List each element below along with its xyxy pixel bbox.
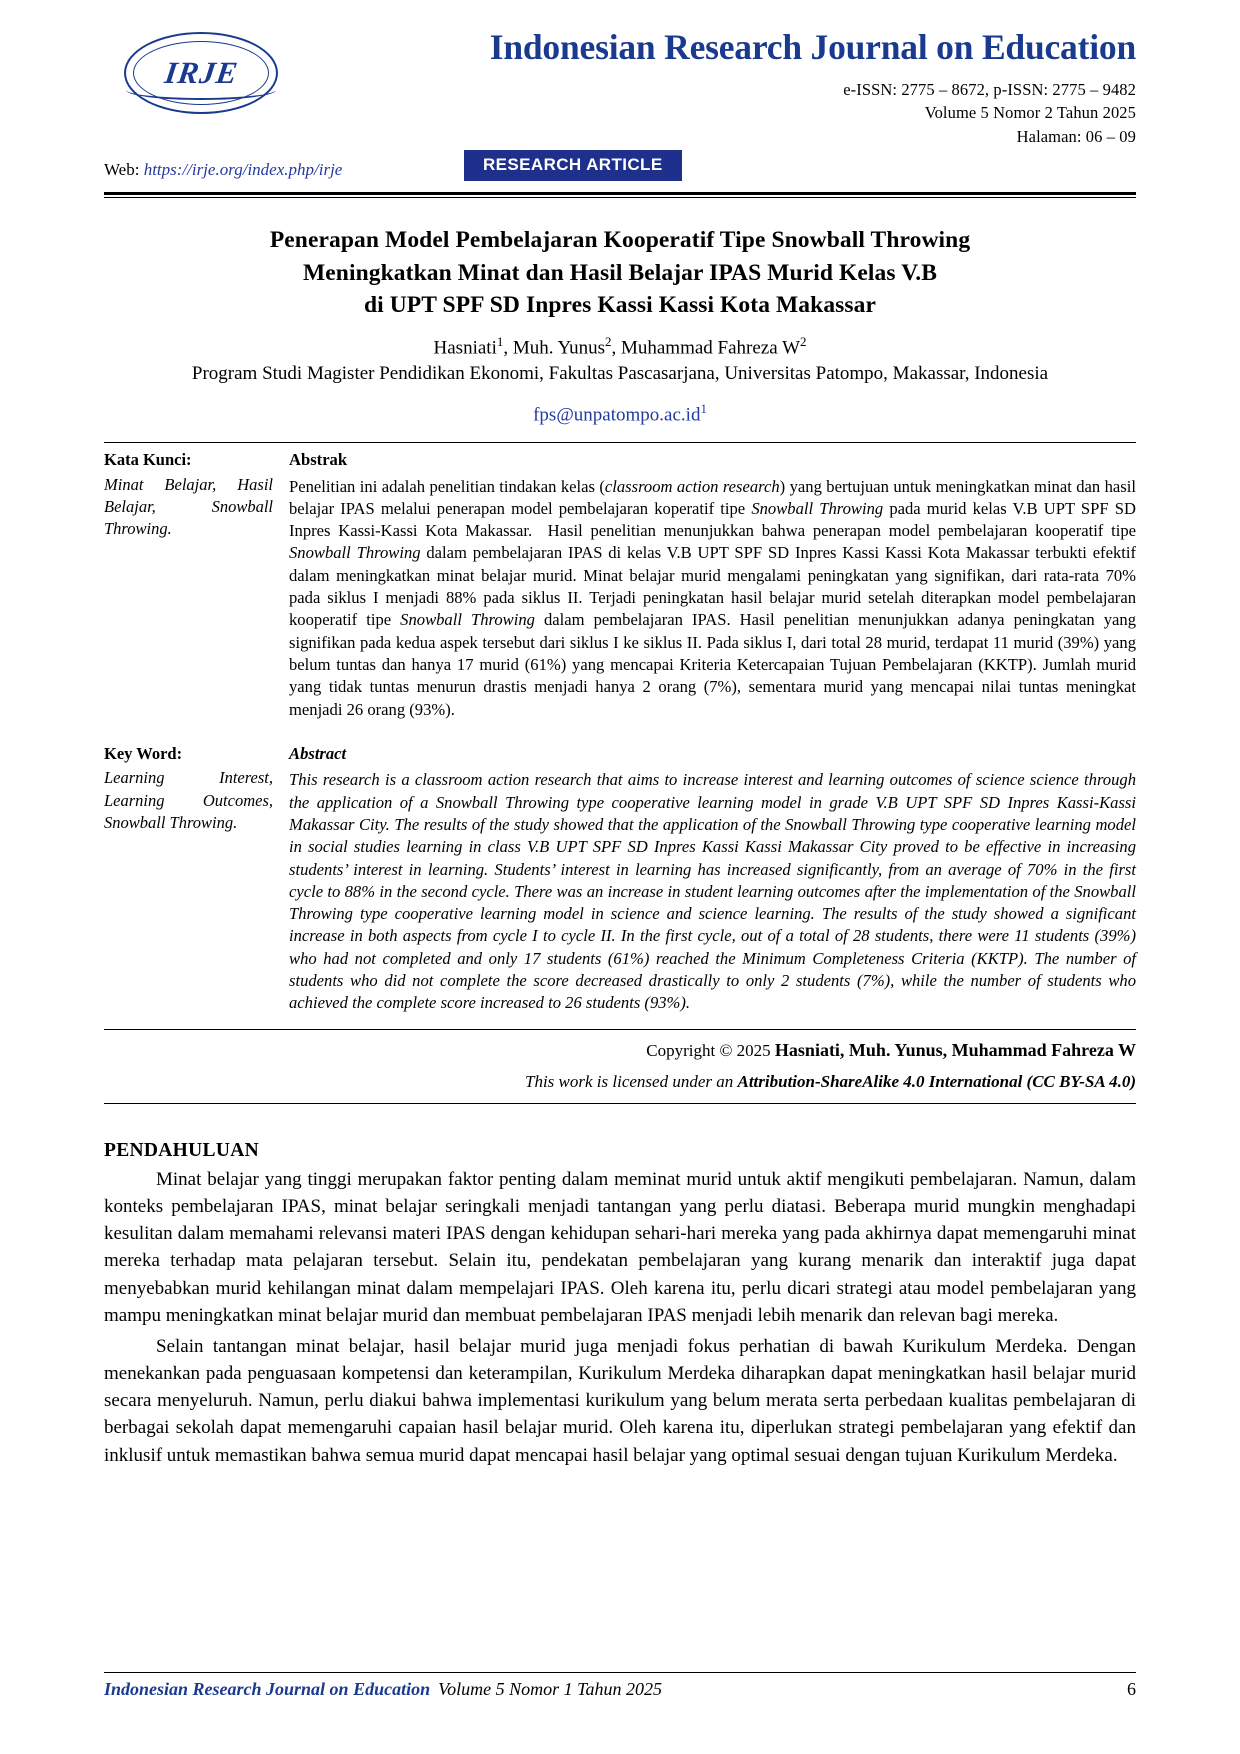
- journal-meta: [314, 78, 1136, 148]
- abstract-en-column: [289, 743, 1136, 1015]
- keywords-en-label: Key Word:: [104, 743, 183, 763]
- abstract-id-column: [289, 449, 1136, 721]
- header-divider-thick: [104, 192, 1136, 195]
- abstract-top-divider: [104, 442, 1136, 443]
- abstract-id-text: Penelitian ini adalah penelitian tindakan kelas (classroom action research) yang bertujuan untuk meningkatkan minat dan hasil belajar IPAS melalui penerapan model pembelajaran koperatif tipe Snowball Throwing pada murid kelas V.B UPT SPF SD Inpres Kassi-Kassi Kota Makassar. Hasil penelitian menunjukkan bahwa penerapan model pembelajaran kooperatif tipe Snowball Throwing dalam pembelajaran IPAS di kelas V.B UPT SPF SD Inpres Kassi Kassi Kota Makassar terbukti efektif dalam meningkatkan minat belajar murid. Minat belajar murid mengalami peningkatan yang signifikan, dari rata-rata 70% pada siklus I menjadi 88% pada siklus II. Terjadi peningkatan hasil belajar murid setelah diterapkan model pembelajaran kooperatif tipe Snowball Throwing dalam pembelajaran IPAS. Hasil penelitian menunjukkan adanya peningkatan yang signifikan pada kedua aspek tersebut dari siklus I ke siklus II. Pada siklus I, dari total 28 murid, terdapat 11 murid (39%) yang belum tuntas dan hanya 17 murid (61%) yang mencapai Kriteria Ketercapaian Tujuan Pembelajaran (KKTP). Jumlah murid yang tidak tuntas menurun drastis menjadi hanya 2 orang (7%), sementara murid yang mencapai nilai tuntas meningkat menjadi 26 orang (93%).: [289, 476, 1136, 719]
- journal-logo: [104, 26, 314, 114]
- logo-text: IRJE: [162, 55, 240, 90]
- footer-row: [104, 1679, 1136, 1700]
- keywords-id: [104, 449, 289, 721]
- license-name: Attribution-ShareAlike 4.0 International (CC BY-SA 4.0): [737, 1072, 1136, 1092]
- abstract-indonesian: [104, 449, 1136, 721]
- web-url-link[interactable]: https://irje.org/index.php/irje: [143, 160, 343, 179]
- footer-left: [104, 1679, 662, 1700]
- keywords-en-value: Learning Interest, Learning Outcomes, Snowball Throwing.: [104, 768, 273, 832]
- article-type-row: [104, 150, 1136, 184]
- volume-line: Volume 5 Nomor 2 Tahun 2025: [924, 103, 1136, 123]
- keywords-id-label: Kata Kunci:: [104, 450, 192, 470]
- body-paragraph-1: Minat belajar yang tinggi merupakan faktor penting dalam meminat murid untuk aktif mengikuti pembelajaran. Namun, dalam konteks pembelajaran IPAS, minat belajar seringkali menjadi tantangan yang perlu diatasi. Beberapa murid mungkin menghadapi kesulitan dalam memahami relevansi materi IPAS dengan kehidupan sehari-hari mereka yang pada akhirnya dapat memengaruhi minat mereka terhadap mata pelajaran tersebut. Selain itu, pendekatan pembelajaran yang kurang menarik dan interaktif juga dapat menyebabkan murid kehilangan minat dalam mempelajari IPAS. Oleh karena itu, perlu dicari strategi atau model pembelajaran yang mampu meningkatkan minat belajar murid dan membuat pembelajaran IPAS menjadi lebih menarik dan relevan bagi mereka.: [104, 1169, 1136, 1326]
- abstract-english: [104, 743, 1136, 1015]
- journal-title: Indonesian Research Journal on Education: [489, 27, 1136, 67]
- copyright-line: [104, 1037, 1136, 1064]
- masthead-right: [314, 26, 1136, 148]
- status-badge: RESEARCH ARTICLE: [464, 150, 682, 181]
- author-list: Hasniati$^1$, Muh. Yunus$^2$, Muhammad Fahreza $W^2$: [433, 333, 807, 358]
- footer-divider: [104, 1672, 1136, 1673]
- title-line-2: Meningkatkan Minat dan Hasil Belajar IPAS Murid Kelas V.B: [303, 259, 937, 286]
- footer-volume: Volume 5 Nomor 1 Tahun 2025: [438, 1679, 662, 1699]
- title-line-1: Penerapan Model Pembelajaran Kooperatif Tipe Snowball Throwing: [269, 227, 971, 254]
- page-footer: [104, 1672, 1136, 1700]
- header-divider-thin: [104, 197, 1136, 198]
- body-paragraph-2: Selain tantangan minat belajar, hasil belajar murid juga menjadi fokus perhatian di bawah Kurikulum Merdeka. Dengan menekankan pada penguasaan kompetensi dan keterampilan, Kurikulum Merdeka diharapkan dapat meningkatkan hasil belajar murid secara menyeluruh. Namun, perlu diakui bahwa implementasi kurikulum yang belum merata serta perbedaan kualitas pembelajaran di berbagai sekolah dapat memengaruhi capaian hasil belajar murid. Oleh karena itu, diperlukan strategi pembelajaran yang efektif dan inklusif untuk memastikan bahwa semua murid dapat mencapai hasil belajar yang optimal sesuai dengan tujuan Kurikulum Merdeka.: [104, 1335, 1136, 1466]
- keywords-en: [104, 743, 289, 1015]
- abstract-id-heading: Abstrak: [289, 450, 348, 470]
- page-title: [104, 224, 1136, 321]
- footer-journal-name: Indonesian Research Journal on Education: [104, 1679, 431, 1699]
- affiliation: Program Studi Magister Pendidikan Ekonomi, Fakultas Pascasarjana, Universitas Patompo, Makassar, Indonesia: [191, 362, 1049, 384]
- keywords-id-value: Minat Belajar, Hasil Belajar, Snowball Throwing.: [104, 474, 273, 539]
- section-heading-pendahuluan: PENDAHULUAN: [104, 1140, 259, 1162]
- copyright-divider-top: [104, 1029, 1136, 1030]
- masthead: [104, 26, 1136, 148]
- abstract-en-text: This research is a classroom action research that aims to increase interest and learning outcomes of science science through the application of a Snowball Throwing type cooperative learning model in grade V.B UPT SPF SD Inpres Kassi-Kassi Makassar City. The results of the study showed that the application of the Snowball Throwing type cooperative learning model in social studies learning in class V.B UPT SPF SD Inpres Kassi Kassi Makassar City proved to be effective in increasing students’ interest in learning. Students’ interest in learning has increased significantly, from an average of 70% in the first cycle to 88% in the second cycle. There was an increase in student learning outcomes after the implementation of the Snowball Throwing type cooperative learning model in science and science learning. The results of the study showed a significant increase in both aspects from cycle I to cycle II. In the first cycle, out of a total of 28 students, there were 11 students (39%) who had not completed and only 17 students (61%) reached the Minimum Completeness Criteria (KKTP). The number of students who did not complete the score decreased drastically to only 2 students (7%), while the number of students who achieved the complete score increased to 26 students (93%).: [289, 770, 1136, 1013]
- title-line-3: di UPT SPF SD Inpres Kassi Kassi Kota Makassar: [363, 292, 877, 319]
- copyright-divider-bottom: [104, 1103, 1136, 1104]
- logo-oval-icon: [124, 32, 278, 114]
- license-prefix: This work is licensed under an: [524, 1072, 738, 1092]
- pages-line: Halaman: 06 – 09: [1016, 126, 1136, 146]
- corresponding-email-link[interactable]: $fps@unpatompo.ac.id^1$: [533, 400, 707, 426]
- title-block: [104, 224, 1136, 426]
- footer-page-number: 6: [1127, 1679, 1136, 1699]
- issn-line: e-ISSN: 2775 – 8672, p-ISSN: 2775 – 9482: [843, 80, 1136, 100]
- copyright-authors: Hasniati, Muh. Yunus, Muhammad Fahreza W: [774, 1039, 1136, 1060]
- abstract-en-heading: Abstract: [289, 743, 347, 763]
- license-line: [104, 1070, 1136, 1095]
- copyright-prefix: Copyright © 2025: [646, 1040, 775, 1060]
- web-label: Web:: [104, 160, 140, 179]
